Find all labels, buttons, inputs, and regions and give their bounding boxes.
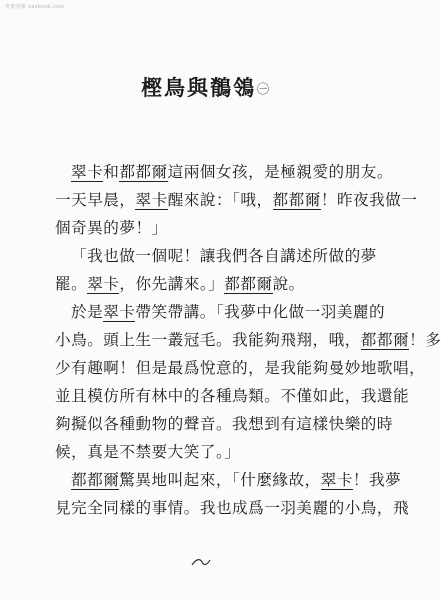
text-line [55, 382, 410, 410]
text-run: 個奇異的夢！」 [55, 219, 168, 237]
text-run: 夠擬似各種動物的聲音。我想到有這樣快樂的時 [55, 415, 393, 433]
name-dudur: 都都爾 [119, 163, 168, 181]
site-watermark: 書畫書庫 xxxbook.com [5, 4, 65, 10]
text-line [55, 242, 385, 270]
name-dudur: 都都爾 [272, 191, 321, 209]
chapter-title [0, 72, 412, 102]
name-tsuika: 翠卡 [135, 191, 168, 209]
text-run: 醒來說：「哦， [167, 191, 273, 209]
text-run: 候，真是不禁要大笑了。」 [55, 443, 241, 461]
footnote-marker: ㊀ [256, 82, 271, 96]
name-tsuika: 翠卡 [71, 163, 104, 181]
text-run: 一天早晨， [55, 191, 136, 209]
text-run: ！昨夜我做一 [320, 191, 418, 209]
name-dudur: 都都爾 [360, 331, 410, 349]
text-run: 帶笑帶講。「我夢中化做一羽美麗的 [135, 303, 386, 321]
name-dudur: 都都爾 [71, 471, 120, 489]
text-line [55, 354, 426, 382]
text-run: 於是 [71, 303, 104, 321]
name-dudur: 都都爾 [224, 275, 273, 293]
text-run: 小鳥。頭上生一叢冠毛。我能夠飛翔，哦， [55, 331, 361, 349]
text-run: 見完全同樣的事情。我也成爲一羽美麗的小鳥，飛 [55, 499, 410, 517]
text-run: 說。 [272, 275, 305, 293]
text-line [55, 298, 385, 326]
text-line [55, 466, 402, 494]
text-run: 和 [103, 163, 120, 181]
text-line [55, 438, 385, 466]
text-run: 罷。 [55, 275, 88, 293]
text-run: 這兩個女孩，是極親愛的朋友。 [167, 163, 393, 181]
name-tsuika: 翠卡 [103, 303, 136, 321]
text-line [55, 410, 393, 438]
pencil-annotation-mark [190, 556, 212, 570]
text-run: 驚異地叫起來，「什麼緣故， [119, 471, 321, 489]
text-line [55, 326, 441, 354]
text-line [55, 158, 393, 186]
text-run: ！我夢 [352, 471, 402, 489]
name-tsuika: 翠卡 [320, 471, 353, 489]
text-line [55, 494, 410, 522]
text-run: ！多 [409, 331, 441, 349]
text-line [55, 214, 385, 242]
text-run: 少有趣啊！但是最爲悅意的，是我能夠曼妙地歌唱， [55, 359, 426, 377]
text-run: 並且模仿所有林中的各種鳥類。不僅如此，我還能 [55, 387, 410, 405]
name-tsuika: 翠卡 [87, 275, 120, 293]
chapter-title-text: 樫鳥與鶺鴒 [140, 75, 256, 100]
text-run: 「我也做一個呢！讓我們各自講述所做的夢 [71, 247, 377, 265]
story-body [55, 158, 441, 522]
text-line [55, 186, 418, 214]
text-run: ，你先講來。」 [119, 275, 225, 293]
text-line [55, 270, 385, 298]
